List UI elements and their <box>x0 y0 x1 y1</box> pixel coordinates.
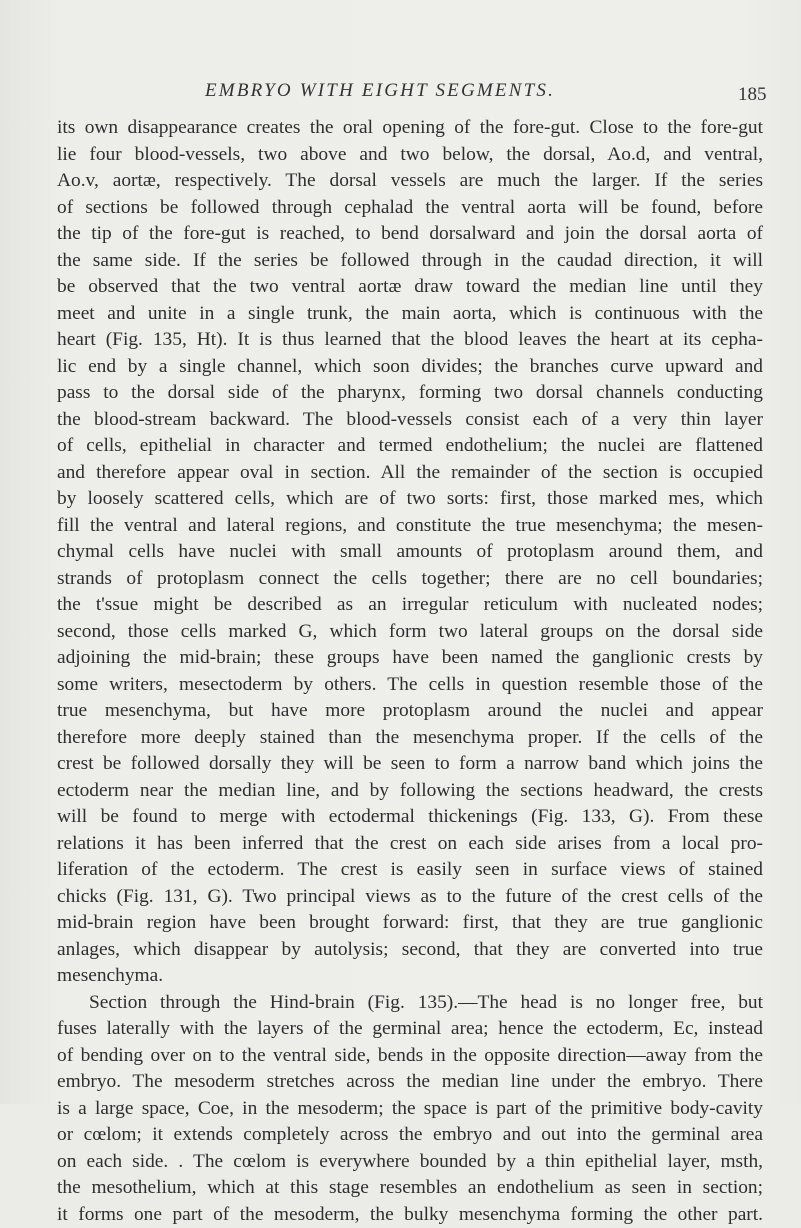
text-line: heart (Fig. 135, Ht). It is thus learned that the blood leaves the heart at its cepha- <box>57 327 763 354</box>
text-line: embryo. The mesoderm stretches across the median line under the embryo. There <box>57 1069 763 1096</box>
text-line: on each side. . The cœlom is everywhere bounded by a thin epithelial layer, msth, <box>57 1149 763 1176</box>
text-line: the mesothelium, which at this stage resembles an endothelium as seen in section; <box>57 1175 763 1202</box>
text-line: chicks (Fig. 131, G). Two principal views as to the future of the crest cells of the <box>57 884 763 911</box>
text-line: of cells, epithelial in character and termed endothelium; the nuclei are flattened <box>57 433 763 460</box>
running-head: EMBRYO WITH EIGHT SEGMENTS. <box>205 80 555 102</box>
text-line: the tip of the fore-gut is reached, to bend dorsalward and join the dorsal aorta of <box>57 221 763 248</box>
text-line: fuses laterally with the layers of the germinal area; hence the ectoderm, Ec, instead <box>57 1016 763 1043</box>
text-line: of sections be followed through cephalad the ventral aorta will be found, before <box>57 195 763 222</box>
text-line: liferation of the ectoderm. The crest is easily seen in surface views of stained <box>57 857 763 884</box>
text-line: Section through the Hind-brain (Fig. 135).—The head is no longer free, but <box>57 990 763 1017</box>
text-line: ectoderm near the median line, and by following the sections headward, the crests <box>57 778 763 805</box>
text-line: pass to the dorsal side of the pharynx, forming two dorsal channels conducting <box>57 380 763 407</box>
text-line: the t'ssue might be described as an irregular reticulum with nucleated nodes; <box>57 592 763 619</box>
text-line: some writers, mesectoderm by others. The cells in question resemble those of the <box>57 672 763 699</box>
text-line: of bending over on to the ventral side, bends in the opposite direction—away from the <box>57 1043 763 1070</box>
text-line: relations it has been inferred that the crest on each side arises from a local pro- <box>57 831 763 858</box>
text-line: therefore more deeply stained than the mesenchyma proper. If the cells of the <box>57 725 763 752</box>
body-text <box>57 115 763 1228</box>
text-line: be observed that the two ventral aortæ draw toward the median line until they <box>57 274 763 301</box>
text-line: chymal cells have nuclei with small amounts of protoplasm around them, and <box>57 539 763 566</box>
text-line: will be found to merge with ectodermal thickenings (Fig. 133, G). From these <box>57 804 763 831</box>
text-line: adjoining the mid-brain; these groups have been named the ganglionic crests by <box>57 645 763 672</box>
text-line: second, those cells marked G, which form two lateral groups on the dorsal side <box>57 619 763 646</box>
text-line: fill the ventral and lateral regions, and constitute the true mesenchyma; the mesen- <box>57 513 763 540</box>
text-line: mesenchyma. <box>57 963 763 990</box>
text-line: it forms one part of the mesoderm, the bulky mesenchyma forming the other part. <box>57 1202 763 1228</box>
text-line: the same side. If the series be followed through in the caudad direction, it will <box>57 248 763 275</box>
text-line: crest be followed dorsally they will be seen to form a narrow band which joins the <box>57 751 763 778</box>
text-line: is a large space, Coe, in the mesoderm; the space is part of the primitive body-cavity <box>57 1096 763 1123</box>
text-line: and therefore appear oval in section. All the remainder of the section is occupied <box>57 460 763 487</box>
text-line: its own disappearance creates the oral opening of the fore-gut. Close to the fore-gut <box>57 115 763 142</box>
text-line: lic end by a single channel, which soon divides; the branches curve upward and <box>57 354 763 381</box>
text-line: the blood-stream backward. The blood-vessels consist each of a very thin layer <box>57 407 763 434</box>
text-line: by loosely scattered cells, which are of two sorts: first, those marked mes, which <box>57 486 763 513</box>
text-line: true mesenchyma, but have more protoplasm around the nuclei and appear <box>57 698 763 725</box>
text-line: lie four blood-vessels, two above and two below, the dorsal, Ao.d, and ventral, <box>57 142 763 169</box>
text-line: or cœlom; it extends completely across the embryo and out into the germinal area <box>57 1122 763 1149</box>
text-line: mid-brain region have been brought forward: first, that they are true ganglionic <box>57 910 763 937</box>
text-line: meet and unite in a single trunk, the main aorta, which is continuous with the <box>57 301 763 328</box>
text-line: strands of protoplasm connect the cells together; there are no cell boundaries; <box>57 566 763 593</box>
text-line: Ao.v, aortæ, respectively. The dorsal vessels are much the larger. If the series <box>57 168 763 195</box>
text-line: anlages, which disappear by autolysis; second, that they are converted into true <box>57 937 763 964</box>
page-number: 185 <box>738 84 767 106</box>
